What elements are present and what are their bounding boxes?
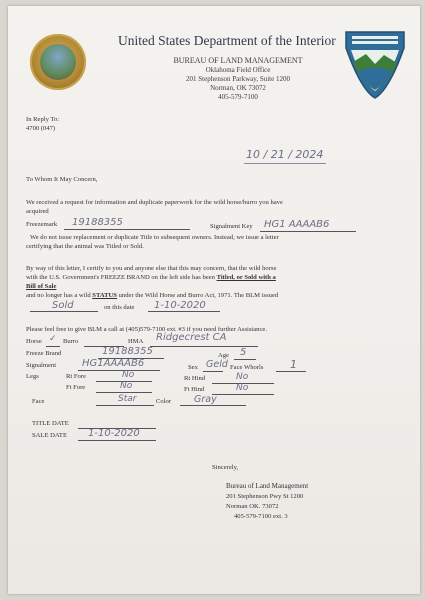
issued-value: Sold xyxy=(52,300,74,311)
signalment-label: Signalment xyxy=(26,362,57,369)
age-label: Age xyxy=(218,352,229,359)
signature-street: 201 Stephenson Pwy St 1200 xyxy=(226,493,304,500)
signalment-key-value: HG1 AAAAB6 xyxy=(264,219,330,230)
bureau-name: BUREAU OF LAND MANAGEMENT xyxy=(173,56,303,65)
office-city: Norman, OK 73072 xyxy=(210,84,266,92)
face-whorls-label: Face Whorls xyxy=(230,364,264,371)
on-date-value: 1-10-2020 xyxy=(154,300,206,311)
face-value: Star xyxy=(118,394,137,404)
color-value: Gray xyxy=(194,394,217,405)
face-label: Face xyxy=(32,398,45,405)
face-whorls-value: 1 xyxy=(290,358,297,371)
horse-label: Horse xyxy=(26,338,42,345)
reply-code: 4700 (047) xyxy=(26,125,56,132)
sale-date-label: SALE DATE xyxy=(32,432,67,439)
para1-line4: We do not issue replacement or duplicate Title to subsequent owners. Instead, we issue a letter xyxy=(30,234,279,241)
rt-hind-label: Rt Hind xyxy=(184,375,206,382)
signature-city: Norman OK. 73072 xyxy=(226,503,279,510)
office-phone: 405-579-7100 xyxy=(218,93,258,101)
para1-line2: acquired xyxy=(26,208,49,215)
freezemark-value: 19188355 xyxy=(72,217,123,228)
reply-label: In Reply To: xyxy=(26,116,60,123)
sex-label: Sex xyxy=(188,364,198,371)
closing: Sincerely, xyxy=(212,464,239,471)
horse-check: ✓ xyxy=(49,334,57,344)
legs-label: Legs xyxy=(26,373,39,380)
para1-line1: We received a request for information and duplicate paperwork for the wild horse/burro you have xyxy=(26,199,283,206)
para1-line5: certifying that the animal was Titled or Sold. xyxy=(26,243,144,250)
on-date-label: on this date xyxy=(104,304,135,311)
hma-label: HMA xyxy=(128,338,144,345)
office-name: Oklahoma Field Office xyxy=(205,66,271,74)
sale-date-value: 1-10-2020 xyxy=(88,428,140,439)
signature-phone: 405-579-7100 ext. 3 xyxy=(234,513,288,520)
ft-fore-value: No xyxy=(120,381,133,391)
freezemark-label: Freezemark xyxy=(26,221,58,228)
contact-line: Please feel free to give BLM a call at (405)579-7100 ext. #3 if you need further Assistance. xyxy=(26,326,267,333)
hma-value: Ridgecrest CA xyxy=(156,332,227,343)
para2-line4: and no longer has a wild STATUS under the Wild Horse and Burro Act, 1971. The BLM issued xyxy=(26,292,279,299)
burro-label: Burro xyxy=(63,338,79,345)
rt-fore-value: No xyxy=(122,370,135,380)
age-value: 5 xyxy=(240,347,247,358)
handwritten-date: 10 / 21 / 2024 xyxy=(246,148,324,161)
salutation: To Whom It May Concern, xyxy=(26,176,98,183)
bill-of-sale: Bill of Sale xyxy=(26,283,57,290)
signalment-key-label: Signalment Key xyxy=(210,223,253,230)
para2-line1: By way of this letter, I certify to you and anyone else that this may concern, that the wild horse xyxy=(26,265,277,272)
color-label: Color xyxy=(156,398,172,405)
ft-hind-label: Ft Hind xyxy=(184,386,205,393)
para2-line2: with the U.S. Government's FREEZE BRAND on the left side has been Titled, or Sold with a xyxy=(26,274,276,281)
interior-department-seal-icon xyxy=(30,34,86,90)
rt-hind-value: No xyxy=(236,372,249,382)
freeze-brand-value: 19188355 xyxy=(102,346,153,357)
sex-value: Geld xyxy=(206,359,228,370)
ft-fore-label: Ft Fore xyxy=(66,384,86,391)
signalment-value: HG1AAAAB6 xyxy=(82,358,145,369)
ft-hind-value: No xyxy=(236,383,249,393)
signature-org: Bureau of Land Management xyxy=(226,482,309,490)
blm-logo-icon xyxy=(344,30,406,100)
department-title: United States Department of the Interior xyxy=(118,33,336,48)
title-date-label: TITLE DATE xyxy=(32,420,69,427)
rt-fore-label: Rt Fore xyxy=(66,373,86,380)
letter-page xyxy=(8,6,420,594)
freeze-brand-label: Freeze Brand xyxy=(26,350,62,357)
office-street: 201 Stephenson Parkway, Suite 1200 xyxy=(186,75,290,83)
